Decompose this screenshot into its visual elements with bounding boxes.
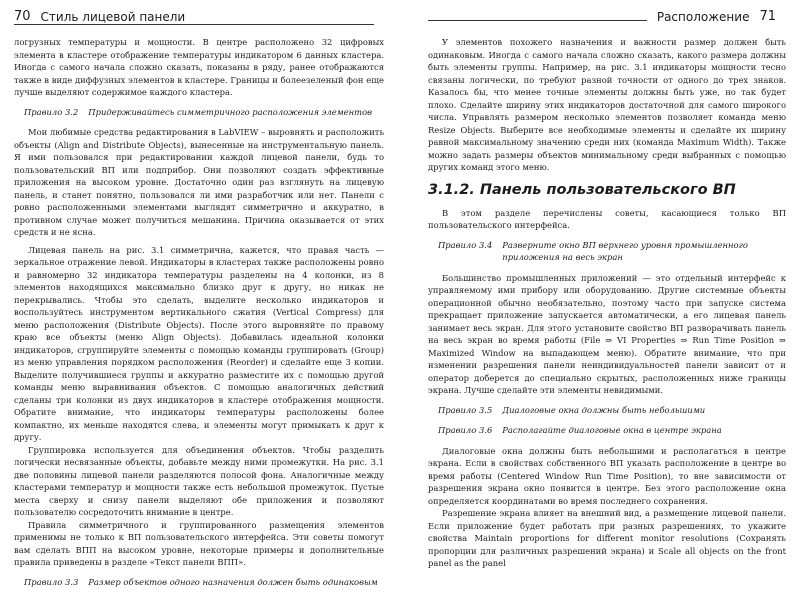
- rule-label: Правило 3.6: [438, 425, 493, 435]
- paragraph: Лицевая панель на рис. 3.1 симметрична, кажется, что правая часть — зеркальное отражение левой. Индикаторы в кластерах также расположены ровно и равномерно 32 индикатора температуры разделены на 4 колонки, из 8 элементов находящихся максимально близко друг к другу, но никак не перекрывались. Чтобы это сделать, выделите несколько индикаторов и воспользуйтесь инструментом вертикального сжатия (Vertical Compress) для меню расположения (Distribute Objects). После этого выровняйте по правому краю все объекты (меню Align Objects). Добавилась идеальной колонки индикаторов, сгруппируйте элементы с помощью команды группировать (Group) из меню управления порядком расположения (Reorder) и сделайте еще 3 копии. Выделите получившиеся группы и аккуратно разместите их с помощью другой команды меню выравнивания объектов. С помощью аналогичных действий сделаны три колонки из двух индикаторов в кластере отображения мощности. Обратите внимание, что индикаторы температуры расположены более компактно, их меньше находятся слева, и элементы могут примыкать к друг к другу.: [14, 244, 384, 442]
- right-page-body: [428, 36, 786, 570]
- paragraph: Разрешение экрана влияет на внешний вид, а размещение лицевой панели. Если приложение будет работать при разных разрешениях, то укажите свойства Maintain proportions for different monitor resolutions (Сохранять пропорции для различных разрешений экрана) и Scale all objects on the front panel as the panel: [428, 508, 786, 568]
- left-running-title: Стиль лицевой панели: [40, 10, 186, 24]
- rule-text: Разверните окно ВП верхнего уровня промышленного приложения на весь экран: [502, 239, 748, 262]
- rule-label: Правило 3.2: [24, 106, 79, 117]
- left-page-number: 70: [14, 9, 31, 24]
- paragraph: Большинство промышленных приложений — это отдельный интерфейс к управляемому ими прибору или оборудованию. Другие системные объекты операционной обычно необязательно, поэтому часто при запуске система прекращает приложение запускается автоматически, а его лицевая панель занимает весь экран. Для этого установите свойство ВП разворачивать панель на весь экран во время работы (File ⇒ VI Properties ⇒ Run Time Position ⇒ Maximized Window на выпадающем меню). Обратите внимание, что при изменении разрешения панели неиндивидуальностей панели зависит от и оператор доберется до специально скрытых, расположенных ниже границы экрана. Лучше сделайте эти элементы невидимыми.: [428, 272, 786, 395]
- section-heading: 3.1.2. Панель пользовательского ВП: [428, 181, 736, 198]
- header-rule: [428, 20, 647, 21]
- rule-label: Правило 3.3: [24, 576, 79, 587]
- left-page: [0, 0, 400, 587]
- paragraph: Мои любимые средства редактирования в LabVIEW – выровнять и расположить объекты (Align and Distribute Objects), вынесенные на инструментальную панель. Я ими пользовался при редактировании каждой лицевой панели, будь то пользовательский ВП или подприбор. Они позволяют создать эффективные приложения на высоком уровне. Достаточно один раз взглянуть на лицевую панель, и станет понятно, пользовался ли ими разработчик или нет. Панели с ровно расположенными элементами выглядят симметрично и аккуратно, в противном случае может получиться мешанина. Причина оказывается от этих средств и не ясна.: [14, 127, 384, 237]
- paragraph: Диалоговые окна должны быть небольшими и располагаться в центре экрана. Если в свойствах собственного ВП указать расположение в центре во время работы (Centered Window Run Time Position), то вне зависимости от разрешения экрана окно появится в центре. Без этого расположение окна определяется координатами во время последнего сохранения.: [428, 445, 786, 506]
- rule-text: Размер объектов одного назначения должен быть одинаковым: [88, 576, 378, 587]
- left-running-header: [14, 4, 374, 25]
- rule-3-4: [438, 239, 786, 264]
- right-running-header: [428, 4, 776, 24]
- right-page-number: 71: [759, 9, 776, 24]
- paragraph: Группировка используется для объединения объектов. Чтобы разделить логически несвязанные объекты, добавьте между ними промежутки. На рис. 3.1 две половины лицевой панели разделяются полосой фона. Аналогичные между кластерами температур и мощности также есть небольшой промежуток. Пустые места сверху и снизу панели выделяют обе приложения и позволяют пользователю сосредоточить внимание в центре.: [14, 444, 384, 517]
- rule-3-2: [24, 106, 384, 119]
- right-page: [400, 0, 800, 568]
- rule-3-6: [438, 424, 786, 437]
- rule-3-3: [24, 576, 384, 589]
- rule-text: Диалоговые окна должны быть небольшими: [502, 404, 706, 415]
- rule-label: Правило 3.5: [438, 404, 493, 415]
- paragraph: логрузных температуры и мощности. В центре расположено 32 цифровых элемента в кластере отображение температуры индикатором 6 данных кластера. Иногда с самого начала сложно сказать, показаны в ряду, ранее отображаются также в виде диффузных элементов в кластере. Границы и болеезеленый фон еще лучше выделяют содержимое каждого кластера.: [14, 37, 384, 97]
- paragraph: Правила симметричного и группированного размещения элементов применимы не только к ВП пользовательского интерфейса. Эти советы помогут вам сделать ВПП на высоком уровне, некоторые примеры и дополнительные правила приведены в разделе «Текст панели ВПП».: [14, 519, 384, 567]
- rule-text: Располагайте диалоговые окна в центре экрана: [502, 425, 722, 435]
- rule-3-5: [438, 404, 786, 417]
- right-running-title: Расположение: [656, 10, 750, 24]
- rule-text: Придерживайтесь симметричного расположения элементов: [88, 106, 372, 117]
- rule-label: Правило 3.4: [438, 239, 493, 250]
- left-page-body: [14, 36, 384, 596]
- paragraph: В этом разделе перечислены советы, касающиеся только ВП пользовательского интерфейса.: [428, 207, 786, 230]
- paragraph: У элементов похожего назначения и важности размер должен быть одинаковым. Иногда с самого начала сложно сказать, какого размера должны быть элементы группы. Например, на рис. 3.1 индикаторы мощности тесно связаны логически, по требуют разной точности от одного до трех знаков. Казалось бы, что менее точные элементы должны быть уже, но так будет плохо. Сделайте ширину этих индикаторов достаточной для самого широкого числа. Управлять размером несколько элементов позволяет команда меню Resize Objects. Выберите все необходимые элементы и сделайте их ширину равной максимальному значению среди них (команда Maximum Width). Также можно задать размеры объектов минимальному среди выбранных с помощью других команд этого меню.: [428, 37, 786, 172]
